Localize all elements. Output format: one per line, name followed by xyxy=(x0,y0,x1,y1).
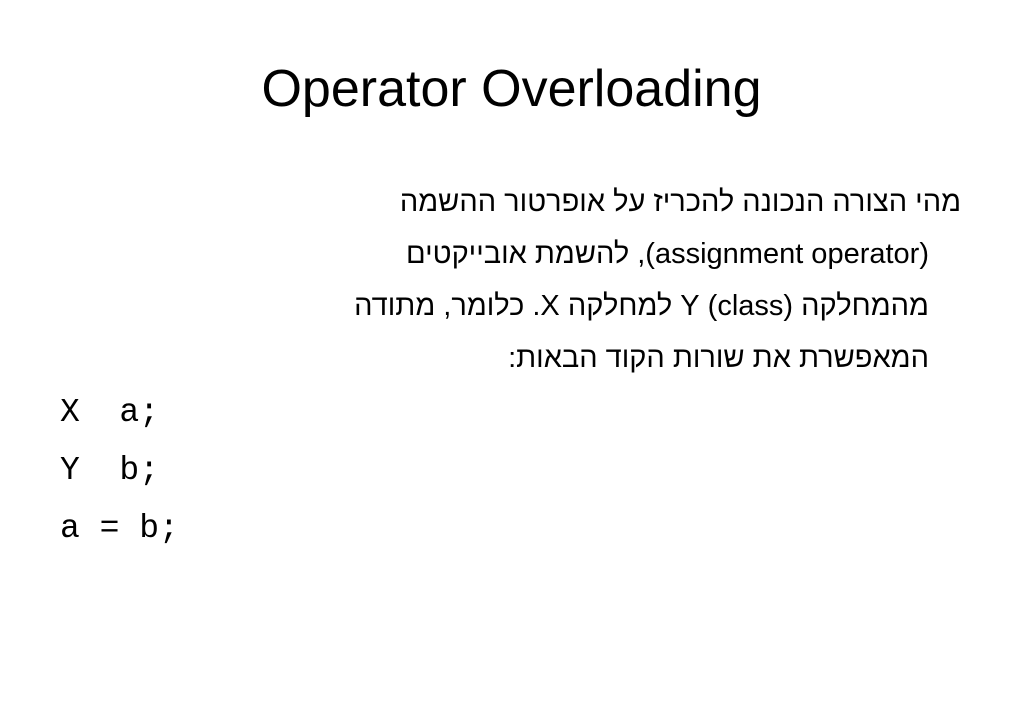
code-block xyxy=(60,384,179,558)
question-line-2: (assignment operator), להשמת אובייקטים xyxy=(406,238,929,270)
code-line-declare-y: Y b; xyxy=(60,452,160,489)
question-text xyxy=(81,176,961,384)
code-line-assignment: a = b; xyxy=(60,510,179,547)
question-line-3: מהמחלקה (class) Y למחלקה X. כלומר, מתודה xyxy=(354,290,929,322)
question-line-4: המאפשרת את שורות הקוד הבאות: xyxy=(508,342,929,374)
slide-title: Operator Overloading xyxy=(261,60,762,118)
question-line-1: מהי הצורה הנכונה להכריז על אופרטור ההשמה xyxy=(399,186,961,218)
code-line-declare-x: X a; xyxy=(60,394,160,431)
